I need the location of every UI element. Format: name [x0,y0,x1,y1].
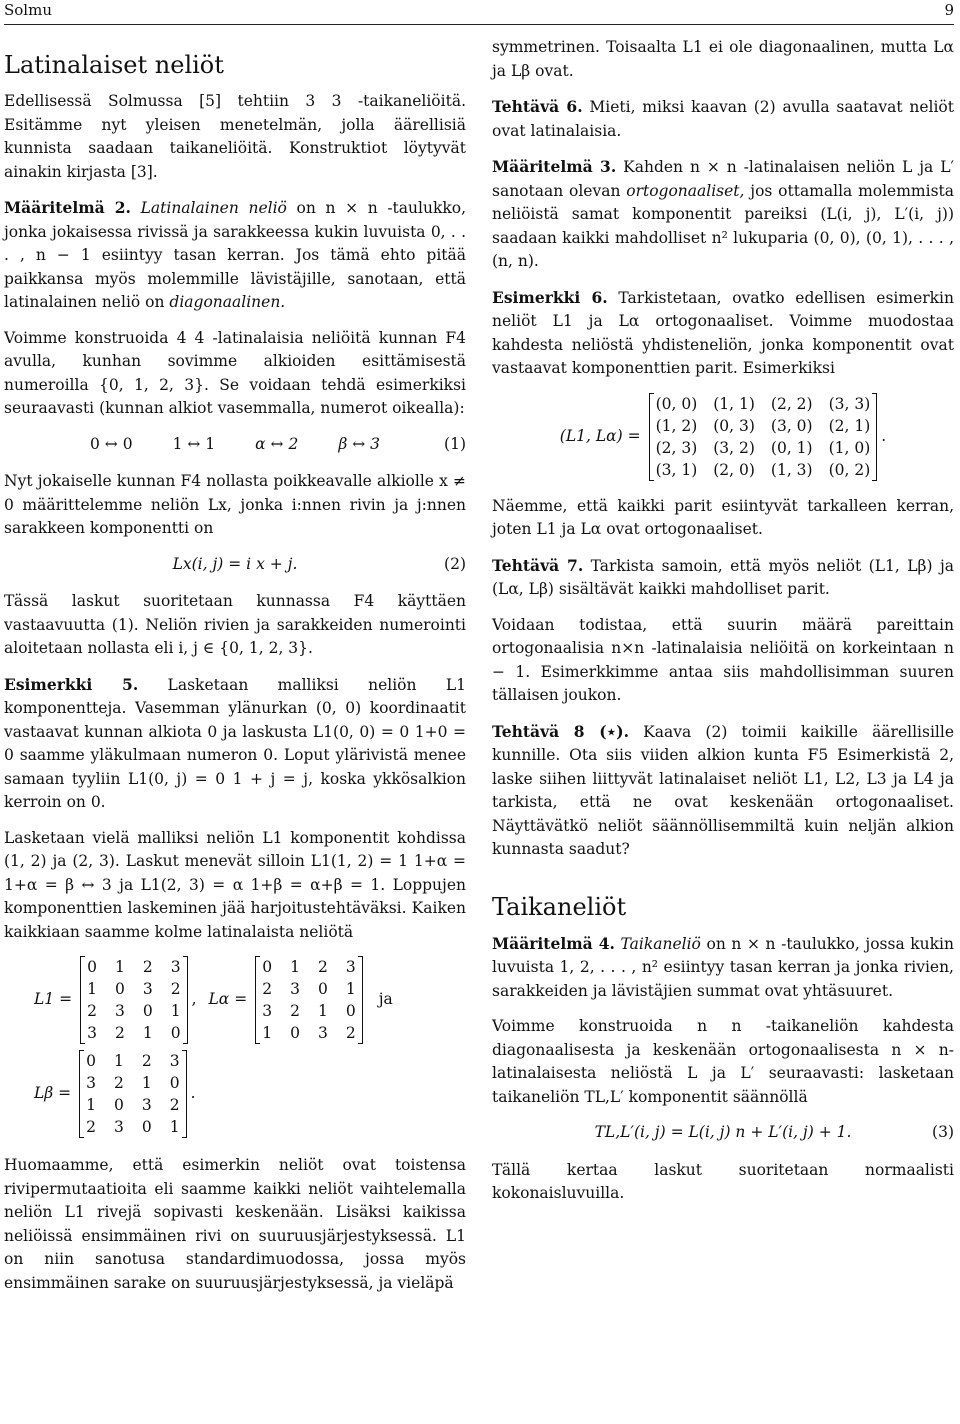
matrix-L1 [80,956,188,1044]
matrix-cell: (3, 0) [770,416,813,435]
matrix-cell: 1 [262,1024,273,1042]
example-label: Esimerkki 6. [492,287,608,307]
matrix-cell: (2, 3) [655,438,698,457]
matrix-cell: 0 [290,1024,300,1042]
matrix-Lbeta [79,1050,187,1138]
exercise-text: Kaava (2) toimii kaikille äärellisille kunnille. Ota siis viiden alkion kunta F5 Esimerkistä 2, laske siihen liittyvät latinalaiset neliöt L1, L2, L3 ja L4 ja tarkista, että ne ovat keskenään ortogonaaliset. Näyttävätkö neliöt säännöllisemmiltä kuin neljän alkion kunnasta saadut? [492,722,955,858]
equation-2 [4,553,466,577]
matrix-cell: 1 [169,1118,180,1136]
defined-term: diagonaalinen. [169,293,286,311]
matrix-cell: (2, 2) [770,394,813,413]
defined-term: ortogonaaliset, [626,181,745,200]
section-title: Latinalaiset neliöt [4,51,224,79]
matrix-cell: 1 [114,1052,124,1070]
definition-label: Määritelmä 4. [492,933,615,953]
matrix-cell: 3 [317,1024,328,1042]
matrix-cell: 1 [87,980,97,998]
matrix-cell: 0 [114,1096,124,1114]
matrix-cell: (1, 3) [770,460,813,479]
matrix-Lalpha [255,956,363,1044]
matrix-cell: 3 [170,958,181,976]
matrix-cell: 2 [169,1096,180,1114]
intro-paragraph: Edellisessä Solmussa [5] tehtiin 3 3 -taikaneliöitä. Esitämme nyt yleisen menetelmän, jolla äärellisiä kunnista saadaan taikaneliöitä. Konstruktiot löytyvät ainakin kirjasta [3]. [4,92,466,181]
matrix-cell: 2 [290,1002,300,1020]
matrix-cell: 3 [141,1096,152,1114]
equation-1 [4,433,466,457]
equation-number: (3) [932,1123,954,1141]
paragraph: Tällä kertaa laskut suoritetaan normaalisti kokonaisluvuilla. [492,1160,954,1202]
matrix-label: Lα = [208,990,248,1009]
matrix-cell: 1 [86,1096,97,1114]
matrix-cell: 0 [345,1002,356,1020]
matrix-cell: 2 [141,1052,152,1070]
definition-label: Määritelmä 2. [4,198,131,217]
definition-text: Kahden n × n -latinalaisen neliön L ja L′ sanotaan olevan [492,158,955,200]
matrix-cell: 0 [170,1024,181,1042]
definition-text: jos ottamalla molemmista neliöistä samat komponentit pareiksi (L(i, j), L′(i, j)) saadaan kaikki mahdolliset n² lukuparia (0, 0), (0, 1), . . . , (n, n). [492,181,955,270]
matrix-cell: 1 [114,958,125,976]
definition-2 [4,196,466,315]
matrix-cell: 3 [87,1024,97,1042]
matrix-cell: 3 [114,1118,124,1136]
matrix-cell: 0 [169,1074,180,1092]
paragraph: Huomaamme, että esimerkin neliöt ovat toistensa rivipermutaatioita eli saamme kaikki neliöt vaihtelemalla neliön L1 rivejä sopivasti keskenään. Lisäksi kaikissa neliöissä ensimmäinen rivi on suuruusjärjestyksessä. L1 on niin sanotusa standardimuodossa, jossa myös ensimmäinen sarake on suuruusjärjestyksessä, ja vieläpä [4,1156,466,1292]
definition-4 [492,932,954,1004]
matrix-cell: 0 [114,980,125,998]
matrix-cell: (1, 2) [655,416,698,435]
matrix-cell: 2 [345,1024,356,1042]
matrix-cell: 0 [142,1002,153,1020]
eq-body: TL,L′(i, j) = L(i, j) n + L′(i, j) + 1. [594,1123,852,1141]
matrix-cell: (3, 3) [828,394,871,413]
equation-number: (1) [444,434,466,453]
example-text: Tarkistetaan, ovatko edellisen esimerkin neliöt L1 ja Lα ortogonaaliset. Voimme muodostaa kahdesta neliöstä yhdisteneliön, jonka komponentit ovat vastaavat komponenttien parit. Esimerkiksi [492,288,954,377]
matrix-cell: 2 [170,980,181,998]
paragraph: Nyt jokaiselle kunnan F4 nollasta poikkeavalle alkiolle x ≠ 0 määrittelemme neliön Lx, jonka i:nnen rivin ja j:nnen sarakkeen komponentti on [4,472,466,537]
matrix-cell: 2 [87,1002,97,1020]
matrix-label: L1 = [34,990,73,1009]
matrix-cell: 1 [290,958,300,976]
matrix-cell: (0, 1) [770,438,813,457]
paragraph: Voimme konstruoida n n -taikaneliön kahdesta diagonaalisesta ja keskenään ortogonaalisesta n × n-latinalaisesta neliöstä L ja L′ seuraavasti: lasketaan taikaneliön TL,L′ komponentit säännöllä [492,1017,954,1106]
pair-matrix-row [492,393,954,481]
eq-term: 1 ↔ 1 [172,434,216,453]
conjunction: ja [378,990,393,1009]
matrix-cell: 0 [262,958,273,976]
matrix-cell: 3 [142,980,153,998]
page-number: 9 [944,1,954,19]
paragraph: Tässä laskut suoritetaan kunnassa F4 käyttäen vastaavuutta (1). Neliön rivien ja sarakkeiden numerointi aloitetaan nollasta eli i, j ∈ {0, 1, 2, 3}. [4,592,466,657]
definition-3 [492,155,954,274]
left-column [4,36,466,1307]
exercise-8 [492,720,954,862]
matrix-cell: (2, 0) [713,460,755,479]
paragraph: Näemme, että kaikki parit esiintyvät tarkalleen kerran, joten L1 ja Lα ovat ortogonaaliset. [492,496,954,538]
period: . [881,426,887,445]
matrix-label: Lβ = [34,1084,72,1103]
matrix-cell: (0, 2) [828,460,871,479]
matrix-cell: 3 [86,1074,97,1092]
exercise-text: Mieti, miksi kaavan (2) avulla saatavat neliöt ovat latinalaisia. [492,98,954,140]
right-column [492,36,954,1218]
definition-text: on n × n -taulukko, jonka jokaisessa rivissä ja sarakkeessa kukin luvuista 0, . . . , n − 1 esiintyy tasan kerran. Jos tämä ehto pitää paikkansa myös molemmille lävistäjille, sanotaan, että latinalainen neliö on [4,199,466,311]
exercise-text: Tarkista samoin, että myös neliöt (L1, Lβ) ja (Lα, Lβ) sisältävät kaikki mahdolliset parit. [492,556,954,598]
example-label: Esimerkki 5. [4,674,139,694]
matrix-row-1 [34,956,466,1044]
exercise-7 [492,554,954,602]
example-5 [4,673,466,815]
matrix-cell: (0, 3) [713,416,755,435]
exercise-label: Tehtävä 6. [492,97,583,116]
paragraph: Lasketaan vielä malliksi neliön L1 komponentit kohdissa (1, 2) ja (2, 3). Laskut menevät silloin L1(1, 2) = 1 1+α = 1+α = β ↔ 3 ja L1(2, 3) = α 1+β = α+β = 1. Loppujen komponenttien laskeminen jää harjoitustehtäväksi. Kaiken kaikkiaan saamme kolme latinalaista neliötä [4,828,466,941]
matrix-cell: 0 [141,1118,152,1136]
matrix-cell: 1 [345,980,356,998]
exercise-label: Tehtävä 7. [492,555,584,575]
matrix-cell: 2 [114,1074,124,1092]
matrix-cell: 2 [262,980,273,998]
matrix-cell: 0 [317,980,328,998]
matrix-cell: (1, 1) [713,394,755,413]
matrix-cell: 3 [345,958,356,976]
eq-term: β ↔ 3 [338,434,380,453]
definition-text: on n × n -taulukko, jossa kukin luvuista 1, 2, . . . , n² esiintyy tasan kerran ja jonka rivien, sarakkeiden ja lävistäjien summat ovat yhtäsuuret. [492,934,954,1000]
matrix-cell: 2 [142,958,153,976]
paragraph: Voimme konstruoida 4 4 -latinalaisia neliöitä kunnan F4 avulla, kunhan sovimme alkioiden esittämisestä numeroilla {0, 1, 2, 3}. Se voidaan tehdä esimerkiksi seuraavasti (kunnan alkiot vasemmalla, numerot oikealla): [4,328,466,417]
matrix-cell: 1 [141,1074,152,1092]
exercise-label: Tehtävä 8 (⋆). [492,721,629,741]
matrix-cell: 2 [317,958,328,976]
matrix-cell: 3 [290,980,300,998]
matrix-cell: (0, 0) [655,394,698,413]
matrix-cell: (2, 1) [828,416,871,435]
matrix-cell: (3, 2) [713,438,755,457]
section-title: Taikaneliöt [492,892,627,921]
eq-term: α ↔ 2 [255,434,299,453]
example-text: Lasketaan malliksi neliön L1 komponentteja. Vasemman ylänurkan (0, 0) koordinaatit vastaavat kunnan alkiota 0 ja laskusta L1(0, 0) = 0 1+0 = 0 saamme yläkulmaan numeron 0. Loput ylärivistä menee samaan tyyliin L1(0, j) = 0 1 + j = j, koska ykkösalkion kerroin on 0. [4,675,466,811]
matrix-cell: 0 [87,958,97,976]
definition-label: Määritelmä 3. [492,157,617,176]
paragraph: symmetrinen. Toisaalta L1 ei ole diagonaalinen, mutta Lα ja Lβ ovat. [492,38,954,80]
matrix-row-2 [34,1050,466,1138]
eq-body: Lx(i, j) = i x + j. [172,554,298,573]
equation-3 [492,1121,954,1145]
matrix-cell: 3 [114,1002,125,1020]
example-6 [492,286,954,381]
matrix-cell: 1 [170,1002,181,1020]
section-name: Solmu [4,1,52,19]
period: . [190,1084,196,1103]
matrix-cell: (1, 0) [828,438,871,457]
matrix-label: (L1, Lα) = [559,426,641,445]
matrix-cell: 1 [142,1024,153,1042]
eq-term: 0 ↔ 0 [90,434,133,453]
exercise-6 [492,95,954,143]
defined-term: Taikaneliö [620,934,701,953]
matrix-cell: (3, 1) [655,460,698,479]
running-head [4,0,954,25]
equation-number: (2) [444,554,466,573]
matrix-cell: 1 [317,1002,328,1020]
matrix-cell: 2 [86,1118,97,1136]
matrix-cell: 3 [262,1002,273,1020]
matrix-cell: 0 [86,1052,97,1070]
paragraph: Voidaan todistaa, että suurin määrä pareittain ortogonaalisia n×n -latinalaisia neliöitä on korkeintaan n − 1. Esimerkkimme antaa siis mahdollisimman suuren tällaisen joukon. [492,615,954,704]
defined-term: Latinalainen neliö [140,199,287,217]
matrix-cell: 2 [114,1024,125,1042]
pair-matrix [649,393,878,481]
matrix-cell: 3 [169,1052,180,1070]
separator: , [191,990,197,1009]
